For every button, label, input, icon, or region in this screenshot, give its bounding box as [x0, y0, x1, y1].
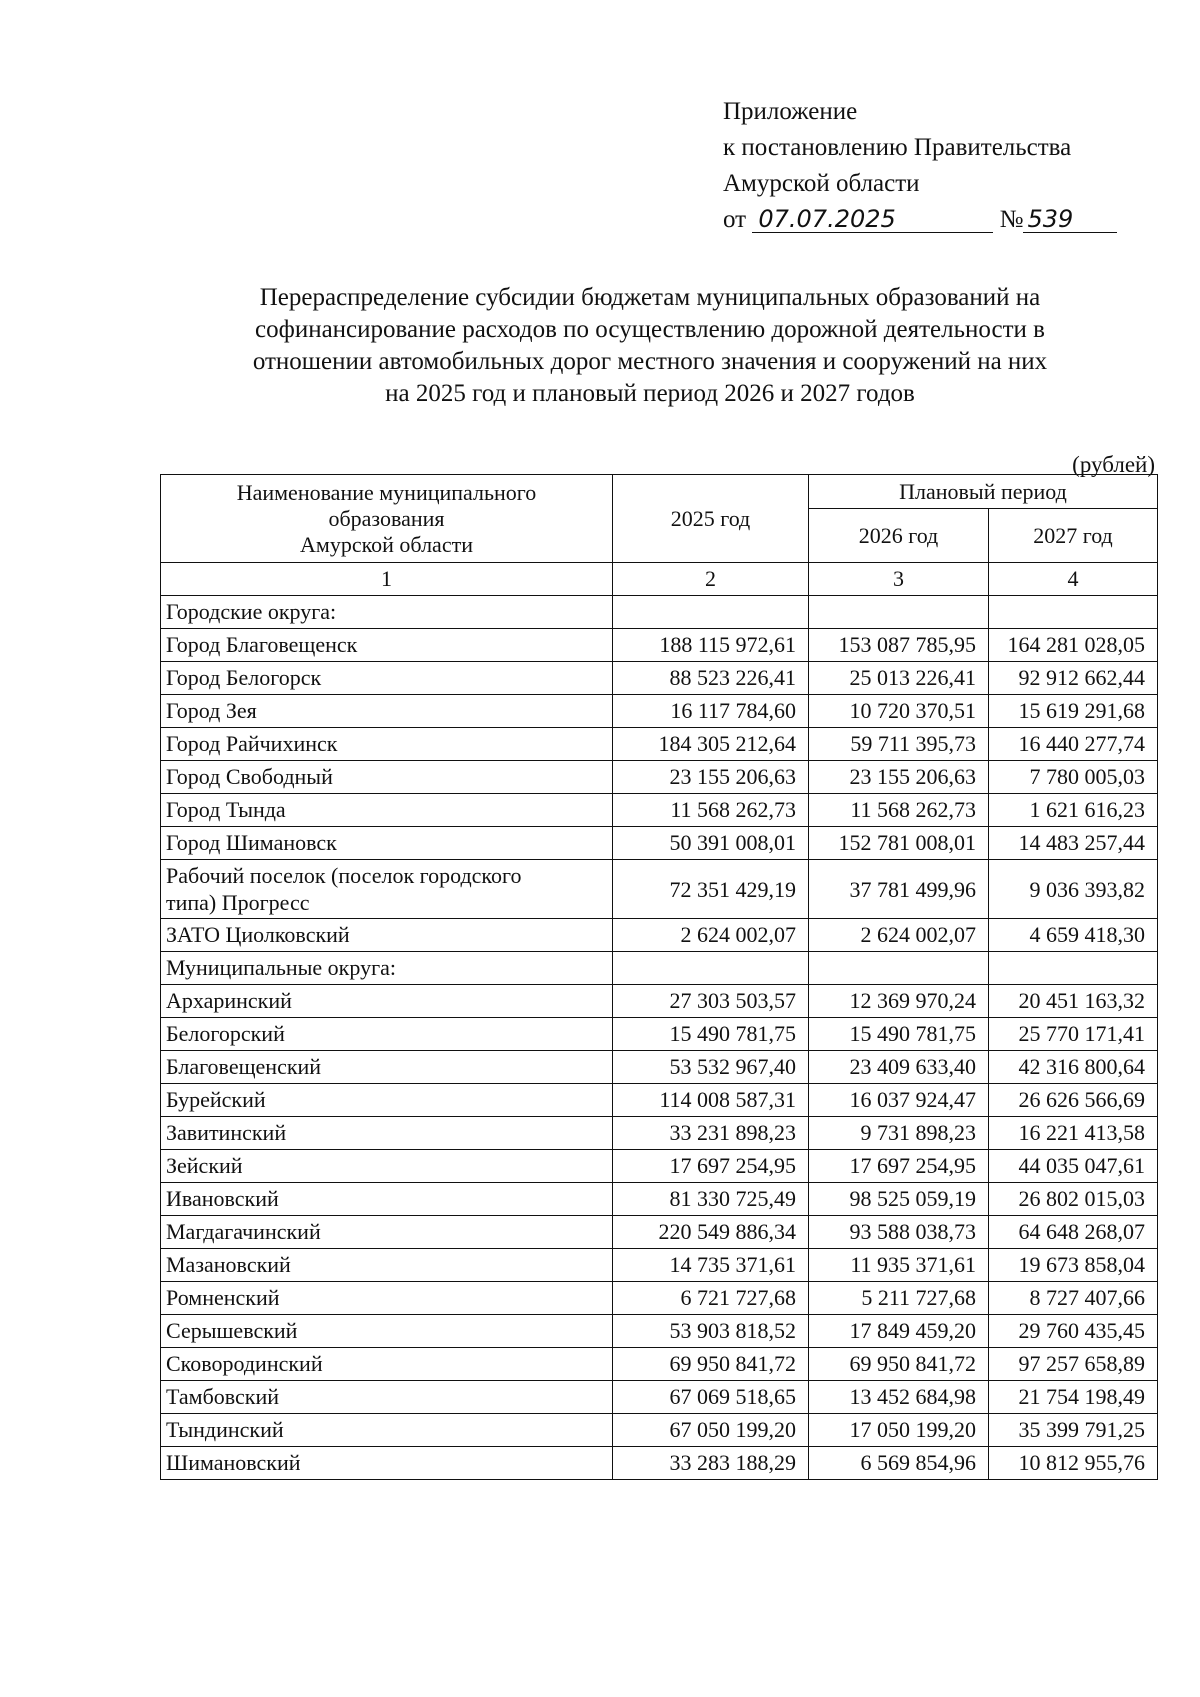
title-line-1: Перераспределение субсидии бюджетам муниципальных образований на — [259, 284, 1041, 311]
value-2027: 25 770 171,41 — [989, 1018, 1158, 1051]
municipality-name: Завитинский — [161, 1117, 613, 1150]
handwritten-number: 539 — [1023, 206, 1117, 233]
value-2025: 67 069 518,65 — [613, 1381, 809, 1414]
handwritten-date: 07.07.2025 — [752, 206, 993, 233]
value-2025: 53 532 967,40 — [613, 1051, 809, 1084]
section-row-municipal — [161, 952, 1158, 985]
municipality-name: Город Зея — [161, 695, 613, 728]
value-2025: 2 624 002,07 — [613, 919, 809, 952]
value-2025: 33 231 898,23 — [613, 1117, 809, 1150]
table-header-row — [161, 475, 1158, 509]
column-number: 4 — [989, 563, 1158, 596]
value-2025: 27 303 503,57 — [613, 985, 809, 1018]
value-2026: 153 087 785,95 — [809, 629, 989, 662]
value-2025: 220 549 886,34 — [613, 1216, 809, 1249]
appendix-line-3: Амурской области — [723, 170, 920, 197]
value-2027: 16 440 277,74 — [989, 728, 1158, 761]
appendix-line-1: Приложение — [723, 98, 858, 125]
value-2025: 72 351 429,19 — [613, 860, 809, 919]
value-2026: 23 155 206,63 — [809, 761, 989, 794]
subsidy-table — [160, 474, 1158, 1480]
table-row — [161, 1282, 1158, 1315]
table-row — [161, 662, 1158, 695]
appendix-line-2: к постановлению Правительства — [723, 134, 1072, 161]
value-2027: 97 257 658,89 — [989, 1348, 1158, 1381]
header-name-line-3: Амурской области — [300, 531, 473, 557]
value-2027: 1 621 616,23 — [989, 794, 1158, 827]
document-title — [150, 282, 1150, 410]
value-2025: 88 523 226,41 — [613, 662, 809, 695]
header-2025: 2025 год — [613, 475, 809, 563]
value-2026: 12 369 970,24 — [809, 985, 989, 1018]
column-number: 3 — [809, 563, 989, 596]
value-2025: 184 305 212,64 — [613, 728, 809, 761]
table-row — [161, 1018, 1158, 1051]
table-row — [161, 728, 1158, 761]
municipality-name: ЗАТО Циолковский — [161, 919, 613, 952]
value-2027: 15 619 291,68 — [989, 695, 1158, 728]
value-2026: 25 013 226,41 — [809, 662, 989, 695]
value-2025: 33 283 188,29 — [613, 1447, 809, 1480]
value-2026: 23 409 633,40 — [809, 1051, 989, 1084]
municipality-name: Город Тында — [161, 794, 613, 827]
appendix-date-line — [723, 202, 1117, 238]
municipality-name-line-2: типа) Прогресс — [166, 890, 310, 915]
value-2025: 81 330 725,49 — [613, 1183, 809, 1216]
value-2025: 16 117 784,60 — [613, 695, 809, 728]
value-2026: 37 781 499,96 — [809, 860, 989, 919]
value-2026: 11 568 262,73 — [809, 794, 989, 827]
value-2025: 69 950 841,72 — [613, 1348, 809, 1381]
table-row — [161, 1447, 1158, 1480]
table-row — [161, 919, 1158, 952]
municipality-name: Ромненский — [161, 1282, 613, 1315]
value-2026: 69 950 841,72 — [809, 1348, 989, 1381]
value-2027: 164 281 028,05 — [989, 629, 1158, 662]
table-row — [161, 860, 1158, 919]
value-2027: 64 648 268,07 — [989, 1216, 1158, 1249]
table-row — [161, 1150, 1158, 1183]
municipality-name: Серышевский — [161, 1315, 613, 1348]
table-row — [161, 1348, 1158, 1381]
value-2026: 5 211 727,68 — [809, 1282, 989, 1315]
value-2027: 29 760 435,45 — [989, 1315, 1158, 1348]
value-2027: 26 626 566,69 — [989, 1084, 1158, 1117]
value-2025: 14 735 371,61 — [613, 1249, 809, 1282]
municipality-name: Благовещенский — [161, 1051, 613, 1084]
value-2025: 15 490 781,75 — [613, 1018, 809, 1051]
table-row — [161, 985, 1158, 1018]
section-label: Городские округа: — [161, 596, 613, 629]
value-2025: 114 008 587,31 — [613, 1084, 809, 1117]
municipality-name: Зейский — [161, 1150, 613, 1183]
table-row — [161, 794, 1158, 827]
value-2027: 19 673 858,04 — [989, 1249, 1158, 1282]
value-2026: 17 050 199,20 — [809, 1414, 989, 1447]
value-2027: 35 399 791,25 — [989, 1414, 1158, 1447]
value-2026: 13 452 684,98 — [809, 1381, 989, 1414]
table-row — [161, 1183, 1158, 1216]
value-2025: 50 391 008,01 — [613, 827, 809, 860]
header-name-line-2: образования — [328, 505, 445, 531]
date-prefix: от — [723, 206, 747, 233]
municipality-name: Город Райчихинск — [161, 728, 613, 761]
value-2026: 2 624 002,07 — [809, 919, 989, 952]
municipality-name: Город Свободный — [161, 761, 613, 794]
municipality-name: Ивановский — [161, 1183, 613, 1216]
value-2026: 59 711 395,73 — [809, 728, 989, 761]
value-2027: 20 451 163,32 — [989, 985, 1158, 1018]
value-2027: 21 754 198,49 — [989, 1381, 1158, 1414]
municipality-name: Город Шимановск — [161, 827, 613, 860]
value-2027: 9 036 393,82 — [989, 860, 1158, 919]
value-2025: 188 115 972,61 — [613, 629, 809, 662]
number-prefix: № — [999, 206, 1024, 233]
municipality-name: Магдагачинский — [161, 1216, 613, 1249]
value-2027: 42 316 800,64 — [989, 1051, 1158, 1084]
table-row — [161, 1414, 1158, 1447]
value-2025: 17 697 254,95 — [613, 1150, 809, 1183]
value-2027: 26 802 015,03 — [989, 1183, 1158, 1216]
value-2025: 53 903 818,52 — [613, 1315, 809, 1348]
municipality-name: Белогорский — [161, 1018, 613, 1051]
title-line-3: отношении автомобильных дорог местного значения и сооружений на них — [252, 348, 1048, 375]
header-2027: 2027 год — [989, 509, 1158, 563]
value-2026: 11 935 371,61 — [809, 1249, 989, 1282]
section-label: Муниципальные округа: — [161, 952, 613, 985]
value-2025: 67 050 199,20 — [613, 1414, 809, 1447]
column-number: 1 — [161, 563, 613, 596]
value-2025: 23 155 206,63 — [613, 761, 809, 794]
units-label: (рублей) — [1072, 452, 1155, 477]
value-2027: 16 221 413,58 — [989, 1117, 1158, 1150]
table-row — [161, 1117, 1158, 1150]
table-row — [161, 1216, 1158, 1249]
value-2026: 98 525 059,19 — [809, 1183, 989, 1216]
header-name — [161, 475, 613, 563]
value-2026: 6 569 854,96 — [809, 1447, 989, 1480]
title-line-2: софинансирование расходов по осуществлению дорожной деятельности в — [255, 316, 1045, 343]
value-2026: 10 720 370,51 — [809, 695, 989, 728]
municipality-name: Мазановский — [161, 1249, 613, 1282]
municipality-name: Город Белогорск — [161, 662, 613, 695]
table-row — [161, 827, 1158, 860]
value-2025: 11 568 262,73 — [613, 794, 809, 827]
table-row — [161, 761, 1158, 794]
value-2026: 93 588 038,73 — [809, 1216, 989, 1249]
table-row — [161, 1315, 1158, 1348]
appendix-block — [723, 94, 1117, 238]
municipality-name: Город Благовещенск — [161, 629, 613, 662]
header-name-line-1: Наименование муниципального — [236, 479, 537, 505]
municipality-name-line-1: Рабочий поселок (поселок городского — [166, 863, 522, 888]
table-row — [161, 629, 1158, 662]
value-2026: 152 781 008,01 — [809, 827, 989, 860]
table-row — [161, 695, 1158, 728]
table-row — [161, 1381, 1158, 1414]
value-2027: 8 727 407,66 — [989, 1282, 1158, 1315]
municipality-name: Тамбовский — [161, 1381, 613, 1414]
municipality-name: Сковородинский — [161, 1348, 613, 1381]
header-planning-period: Плановый период — [809, 475, 1158, 509]
table-row — [161, 1084, 1158, 1117]
value-2027: 14 483 257,44 — [989, 827, 1158, 860]
column-number-row — [161, 563, 1158, 596]
value-2027: 4 659 418,30 — [989, 919, 1158, 952]
title-line-4: на 2025 год и плановый период 2026 и 2027 годов — [385, 380, 915, 407]
column-number: 2 — [613, 563, 809, 596]
municipality-name: Тындинский — [161, 1414, 613, 1447]
table-row — [161, 1051, 1158, 1084]
value-2027: 7 780 005,03 — [989, 761, 1158, 794]
municipality-name: Архаринский — [161, 985, 613, 1018]
value-2026: 9 731 898,23 — [809, 1117, 989, 1150]
table-row — [161, 1249, 1158, 1282]
value-2026: 15 490 781,75 — [809, 1018, 989, 1051]
value-2027: 10 812 955,76 — [989, 1447, 1158, 1480]
value-2025: 6 721 727,68 — [613, 1282, 809, 1315]
value-2026: 16 037 924,47 — [809, 1084, 989, 1117]
value-2026: 17 697 254,95 — [809, 1150, 989, 1183]
section-row-urban — [161, 596, 1158, 629]
value-2027: 44 035 047,61 — [989, 1150, 1158, 1183]
municipality-name: Шимановский — [161, 1447, 613, 1480]
value-2026: 17 849 459,20 — [809, 1315, 989, 1348]
header-2026: 2026 год — [809, 509, 989, 563]
value-2027: 92 912 662,44 — [989, 662, 1158, 695]
municipality-name: Бурейский — [161, 1084, 613, 1117]
municipality-name — [161, 860, 613, 919]
